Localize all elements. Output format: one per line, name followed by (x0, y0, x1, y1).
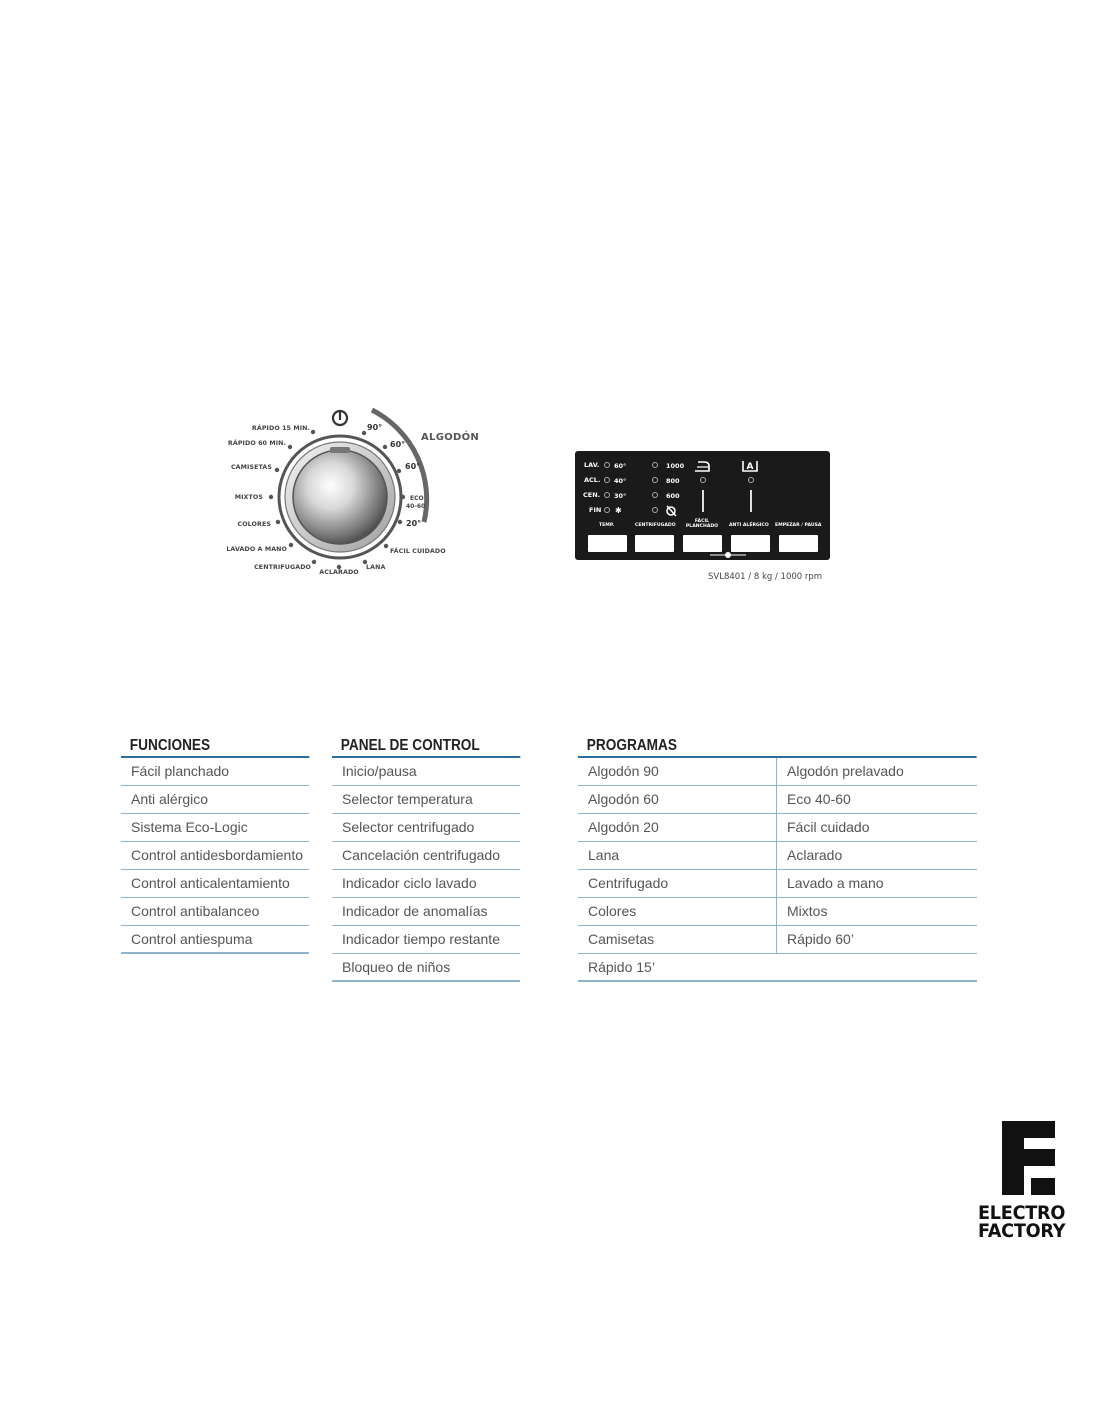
dial-dot (288, 445, 292, 449)
dial-dot (384, 544, 388, 548)
empezar-pausa-button[interactable] (779, 535, 818, 552)
dial-dot (275, 468, 279, 472)
programas-title: PROGRAMAS (578, 734, 977, 758)
anti-alergico-button[interactable] (731, 535, 770, 552)
electro-factory-logo-mark (1002, 1121, 1055, 1195)
anti-allergic-icon (741, 458, 759, 473)
dial-label-camisetas: CAMISETAS (230, 464, 272, 471)
table-row (578, 814, 977, 842)
logo-text-factory: FACTORY (978, 1220, 1066, 1242)
table-row (578, 786, 977, 814)
label-empezar-pausa-button: EMPEZAR / PAUSA (775, 523, 822, 528)
dial-label-facil-cuidado: FÁCIL CUIDADO (390, 548, 446, 555)
table-row (578, 898, 977, 926)
table-cell: Centrifugado (578, 870, 777, 897)
table-row: Control antibalanceo (121, 898, 309, 926)
iron-icon (693, 459, 711, 473)
led-spin-800 (652, 477, 658, 483)
led-cen (604, 492, 610, 498)
dial-temp-60: 60° (405, 462, 421, 471)
table-row: Bloqueo de niños (332, 954, 520, 982)
status-label-fin: FIN (589, 506, 602, 514)
funciones-title: FUNCIONES (121, 734, 309, 758)
table-row: Indicador tiempo restante (332, 926, 520, 954)
table-cell: Camisetas (578, 926, 777, 953)
table-cell: Rápido 60’ (787, 931, 854, 947)
dial-dot (397, 469, 401, 473)
spin-label-800: 800 (666, 477, 680, 485)
led-anti-alergico (748, 477, 754, 483)
led-facil-planchado (700, 477, 706, 483)
table-cell: Fácil cuidado (787, 819, 870, 835)
table-row (578, 870, 977, 898)
panel-de-control-title: PANEL DE CONTROL (332, 734, 520, 758)
table-row: Control anticalentamiento (121, 870, 309, 898)
control-panel (575, 451, 830, 560)
dial-label-eco-range: 40-60 (406, 503, 426, 510)
temp-button[interactable] (588, 535, 627, 552)
led-spin-none (652, 507, 658, 513)
status-label-acl: ACL. (584, 476, 601, 484)
indicator-bar-planchado (702, 490, 704, 512)
dial-temp-60-prelavado: 60° (390, 440, 406, 449)
cold-icon: ✱ (615, 506, 622, 515)
led-fin (604, 507, 610, 513)
indicator-bar-anti-alergico (750, 490, 752, 512)
status-label-cen: CEN. (583, 491, 601, 499)
dial-temp-90: 90° (367, 423, 383, 432)
dial-label-eco: ECO (410, 495, 424, 502)
label-facil-planchado-button: FÁCIL PLANCHADO (685, 519, 719, 530)
table-row: Fácil planchado (121, 758, 309, 786)
table-cell: Algodón prelavado (787, 763, 904, 779)
table-row: Selector temperatura (332, 786, 520, 814)
dial-label-centrifugado: CENTRIFUGADO (254, 564, 311, 571)
dial-label-rapido-15: RÁPIDO 15 MIN. (251, 425, 310, 432)
dial-label-aclarado: ACLARADO (319, 569, 359, 576)
dial-dot (276, 520, 280, 524)
temp-label-60: 60° (614, 462, 627, 470)
table-cell: Lavado a mano (787, 875, 884, 891)
table-row (578, 758, 977, 786)
led-spin-1000 (652, 462, 658, 468)
dial-dot (269, 495, 273, 499)
table-row: Indicador ciclo lavado (332, 870, 520, 898)
table-cell: Algodón 90 (578, 758, 777, 785)
table-row: Control antiespuma (121, 926, 309, 954)
centrifugado-button[interactable] (635, 535, 674, 552)
led-spin-600 (652, 492, 658, 498)
table-row: Control antidesbordamiento (121, 842, 309, 870)
facil-planchado-button[interactable] (683, 535, 722, 552)
child-lock-icon (708, 551, 748, 559)
svg-text:A: A (746, 462, 754, 472)
program-knob[interactable] (279, 436, 401, 558)
table-cell: Lana (578, 842, 777, 869)
dial-dot (398, 520, 402, 524)
spin-label-600: 600 (666, 492, 680, 500)
table-row: Cancelación centrifugado (332, 842, 520, 870)
dial-label-colores: COLORES (237, 521, 271, 528)
table-cell: Aclarado (787, 847, 843, 863)
logo-text-electro: ELECTRO (978, 1202, 1066, 1224)
programas-table (578, 734, 977, 982)
table-cell: Algodón 20 (578, 814, 777, 841)
no-spin-icon (665, 505, 677, 517)
table-row (578, 954, 977, 982)
table-cell: Mixtos (787, 903, 828, 919)
dial-label-lana: LANA (366, 564, 386, 571)
dial-label-lavado-mano: LAVADO A MANO (226, 546, 287, 553)
temp-label-30: 30° (614, 492, 627, 500)
table-row (578, 926, 977, 954)
label-anti-alergico-button: ANTI ALÉRGICO (729, 523, 769, 528)
table-cell: Eco 40-60 (787, 791, 851, 807)
table-row: Indicador de anomalías (332, 898, 520, 926)
funciones-table (121, 734, 309, 954)
table-row: Sistema Eco-Logic (121, 814, 309, 842)
power-icon (333, 411, 347, 425)
led-lav (604, 462, 610, 468)
table-cell: Algodón 60 (578, 786, 777, 813)
dial-dot (312, 560, 316, 564)
table-row (578, 842, 977, 870)
model-caption: SVL8401 / 8 kg / 1000 rpm (708, 572, 823, 582)
led-acl (604, 477, 610, 483)
label-centrifugado-button: CENTRIFUGADO (635, 523, 676, 528)
panel-de-control-table (332, 734, 520, 982)
dial-dot (289, 543, 293, 547)
table-row: Inicio/pausa (332, 758, 520, 786)
dial-group-algodon: ALGODÓN (421, 432, 480, 443)
table-cell: Colores (578, 898, 777, 925)
table-row: Selector centrifugado (332, 814, 520, 842)
label-temp-button: TEMP. (599, 523, 615, 528)
dial-dot (311, 430, 315, 434)
dial-temp-20: 20° (406, 519, 422, 528)
table-row: Anti alérgico (121, 786, 309, 814)
status-label-lav: LAV. (584, 461, 600, 469)
table-cell: Rápido 15’ (588, 959, 655, 975)
temp-label-40: 40° (614, 477, 627, 485)
dial-dot (401, 495, 405, 499)
dial-label-rapido-60: RÁPIDO 60 MIN. (227, 440, 286, 447)
program-dial-diagram (0, 0, 1100, 640)
dial-dot (383, 445, 387, 449)
dial-dot (362, 431, 366, 435)
spin-label-1000: 1000 (666, 462, 685, 470)
dial-label-mixtos: MIXTOS (234, 494, 263, 501)
